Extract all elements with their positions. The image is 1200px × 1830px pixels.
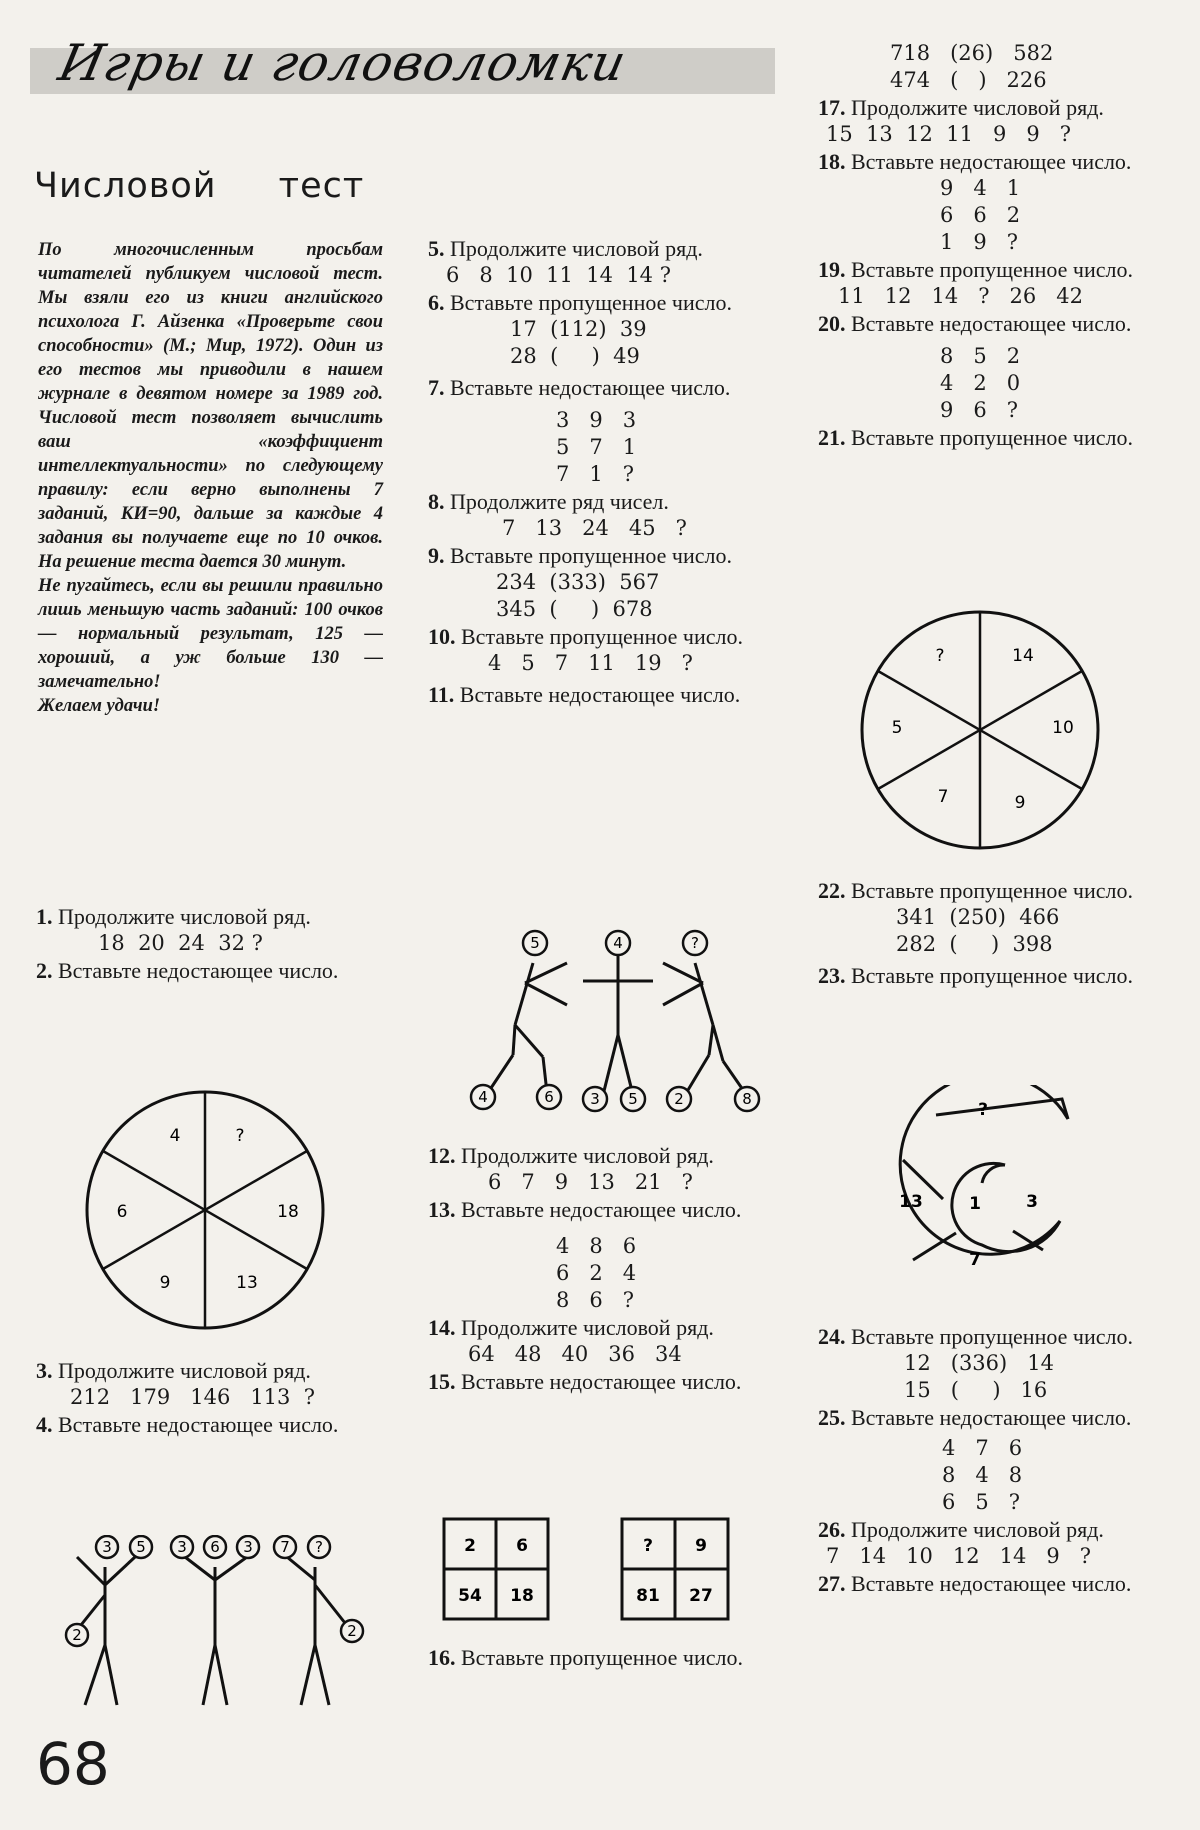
number-row: 15 ( ) 16 xyxy=(904,1378,1048,1402)
article-title: Числовой тест xyxy=(34,166,365,206)
wheel-value: 13 xyxy=(236,1273,258,1293)
figure-value: 3 xyxy=(590,1090,600,1108)
question-23 xyxy=(818,962,1164,989)
question-text: Вставьте пропущенное число. xyxy=(450,290,732,315)
question-3 xyxy=(36,1357,382,1384)
wheel-value: 7 xyxy=(937,787,949,807)
figure-value: 3 xyxy=(177,1538,187,1556)
question-number: 21. xyxy=(818,425,846,450)
question-4 xyxy=(36,1411,382,1438)
stick-figures-diagram xyxy=(55,1535,375,1715)
square-value: 9 xyxy=(695,1536,707,1556)
number-row: 6 6 2 xyxy=(940,203,1021,227)
number-row: 9 6 ? xyxy=(940,398,1019,422)
question-text: Вставьте пропущенное число. xyxy=(461,1645,743,1670)
question-number: 6. xyxy=(428,290,445,315)
number-row: 28 ( ) 49 xyxy=(510,344,640,368)
question-16 xyxy=(428,1644,774,1671)
question-26 xyxy=(818,1516,1164,1543)
figure-value: 2 xyxy=(347,1622,357,1640)
question-text: Продолжите числовой ряд. xyxy=(461,1143,714,1168)
spiral-diagram xyxy=(878,1085,1078,1295)
number-row: 345 ( ) 678 xyxy=(496,597,653,621)
square-value: 54 xyxy=(458,1586,482,1606)
wheel-value: 18 xyxy=(277,1202,299,1222)
question-text: Вставьте недостающее число. xyxy=(58,958,339,983)
spiral-value: 7 xyxy=(969,1250,981,1270)
number-row: 6 8 10 11 14 14 ? xyxy=(446,263,671,287)
wheel-value: 9 xyxy=(1014,793,1026,813)
column-1 xyxy=(36,903,382,984)
question-number: 7. xyxy=(428,375,445,400)
question-number: 27. xyxy=(818,1571,846,1596)
number-row: 7 13 24 45 ? xyxy=(502,516,687,540)
number-row: 7 14 10 12 14 9 ? xyxy=(826,1544,1092,1568)
question-number: 2. xyxy=(36,958,53,983)
column-1-lower xyxy=(36,1357,382,1438)
question-number: 15. xyxy=(428,1369,456,1394)
question-12 xyxy=(428,1142,774,1169)
question-number: 20. xyxy=(818,311,846,336)
figure-value: 5 xyxy=(628,1090,638,1108)
question-15 xyxy=(428,1368,774,1395)
squares-diagram xyxy=(440,1515,740,1625)
question-6 xyxy=(428,289,774,316)
square-value: 18 xyxy=(510,1586,534,1606)
number-row: 6 2 4 xyxy=(556,1261,637,1285)
question-text: Продолжите числовой ряд. xyxy=(58,904,311,929)
figure-value: 3 xyxy=(102,1538,112,1556)
question-number: 19. xyxy=(818,257,846,282)
spiral-value: ? xyxy=(978,1100,988,1120)
question-5 xyxy=(428,235,774,262)
column-3-lower xyxy=(818,1323,1164,1597)
wheel-value: 5 xyxy=(891,718,903,738)
question-number: 8. xyxy=(428,489,445,514)
square-value: ? xyxy=(643,1536,653,1556)
figure-value: 5 xyxy=(530,934,540,952)
square-value: 2 xyxy=(464,1536,476,1556)
figure-value: 7 xyxy=(280,1538,290,1556)
dancing-figures-diagram xyxy=(455,925,775,1115)
number-row: 4 5 7 11 19 ? xyxy=(488,651,693,675)
question-text: Вставьте недостающее число. xyxy=(851,1571,1132,1596)
question-number: 14. xyxy=(428,1315,456,1340)
square-value: 27 xyxy=(689,1586,713,1606)
number-row: 4 7 6 xyxy=(942,1436,1023,1460)
question-number: 17. xyxy=(818,95,846,120)
spiral-value: 3 xyxy=(1026,1192,1038,1212)
wheel-value: 10 xyxy=(1052,718,1074,738)
figure-value: 6 xyxy=(210,1538,220,1556)
wheel-diagram-2 xyxy=(855,605,1105,855)
question-text: Вставьте недостающее число. xyxy=(461,1369,742,1394)
number-row: 4 8 6 xyxy=(556,1234,637,1258)
number-row: 11 12 14 ? 26 42 xyxy=(838,284,1083,308)
wheel-value: 14 xyxy=(1012,646,1034,666)
wheel-value: ? xyxy=(935,646,945,666)
question-number: 11. xyxy=(428,682,455,707)
number-row: 3 9 3 xyxy=(556,408,637,432)
number-row: 6 7 9 13 21 ? xyxy=(488,1170,693,1194)
column-2-bottom xyxy=(428,1644,774,1671)
figure-value: 4 xyxy=(613,934,623,952)
number-row: 4 2 0 xyxy=(940,371,1021,395)
question-number: 22. xyxy=(818,878,846,903)
figure-value: 6 xyxy=(544,1088,554,1106)
number-row: 8 5 2 xyxy=(940,344,1021,368)
question-21 xyxy=(818,424,1164,451)
question-text: Вставьте пропущенное число. xyxy=(851,1324,1133,1349)
question-text: Вставьте недостающее число. xyxy=(851,1405,1132,1430)
question-number: 3. xyxy=(36,1358,53,1383)
question-number: 25. xyxy=(818,1405,846,1430)
question-13 xyxy=(428,1196,774,1223)
question-number: 16. xyxy=(428,1645,456,1670)
question-text: Вставьте пропущенное число. xyxy=(851,878,1133,903)
number-row: 9 4 1 xyxy=(940,176,1021,200)
question-text: Вставьте недостающее число. xyxy=(851,149,1132,174)
question-text: Вставьте недостающее число. xyxy=(851,311,1132,336)
question-9 xyxy=(428,542,774,569)
number-row: 7 1 ? xyxy=(556,462,635,486)
question-27 xyxy=(818,1570,1164,1597)
question-22 xyxy=(818,877,1164,904)
figure-value: ? xyxy=(315,1538,323,1556)
figure-value: 2 xyxy=(674,1090,684,1108)
question-25 xyxy=(818,1404,1164,1431)
number-row: 18 20 24 32 ? xyxy=(98,931,263,955)
number-row: 234 (333) 567 xyxy=(496,570,660,594)
column-3-middle xyxy=(818,877,1164,989)
question-number: 5. xyxy=(428,236,445,261)
question-number: 26. xyxy=(818,1517,846,1542)
figure-value: 2 xyxy=(72,1626,82,1644)
question-text: Вставьте недостающее число. xyxy=(58,1412,339,1437)
question-text: Продолжите числовой ряд. xyxy=(851,95,1104,120)
number-row: 282 ( ) 398 xyxy=(896,932,1053,956)
number-row: 1 9 ? xyxy=(940,230,1019,254)
question-18 xyxy=(818,148,1164,175)
question-11 xyxy=(428,681,774,708)
number-row: 8 6 ? xyxy=(556,1288,635,1312)
figure-value: 4 xyxy=(478,1088,488,1106)
question-number: 12. xyxy=(428,1143,456,1168)
question-24 xyxy=(818,1323,1164,1350)
question-text: Вставьте недостающее число. xyxy=(450,375,731,400)
question-text: Вставьте пропущенное число. xyxy=(450,543,732,568)
number-row: 5 7 1 xyxy=(556,435,637,459)
question-8 xyxy=(428,488,774,515)
wheel-value: ? xyxy=(235,1126,245,1146)
number-row: 341 (250) 466 xyxy=(896,905,1060,929)
question-1 xyxy=(36,903,382,930)
question-text: Продолжите ряд чисел. xyxy=(450,489,669,514)
question-20 xyxy=(818,310,1164,337)
question-17 xyxy=(818,94,1164,121)
figure-value: ? xyxy=(691,934,699,952)
question-text: Вставьте пропущенное число. xyxy=(851,257,1133,282)
intro-paragraph: Не пугайтесь, если вы решили правильно лишь меньшую часть заданий: 100 очков — нормальный результат, 125 — хороший, а уж больше 130 — замечательно! xyxy=(38,576,383,692)
question-text: Вставьте пропущенное число. xyxy=(461,624,743,649)
question-text: Продолжите числовой ряд. xyxy=(450,236,703,261)
question-text: Продолжите числовой ряд. xyxy=(461,1315,714,1340)
intro-text xyxy=(38,238,383,718)
number-row: 212 179 146 113 ? xyxy=(70,1385,316,1409)
question-number: 4. xyxy=(36,1412,53,1437)
number-row: 718 (26) 582 xyxy=(890,41,1054,65)
question-number: 1. xyxy=(36,904,53,929)
number-row: 12 (336) 14 xyxy=(904,1351,1054,1375)
figure-value: 5 xyxy=(136,1538,146,1556)
page-number: 68 xyxy=(36,1730,110,1798)
number-row: 474 ( ) 226 xyxy=(890,68,1047,92)
question-text: Вставьте пропущенное число. xyxy=(851,963,1133,988)
number-row: 64 48 40 36 34 xyxy=(468,1342,682,1366)
question-number: 10. xyxy=(428,624,456,649)
question-number: 24. xyxy=(818,1324,846,1349)
column-2 xyxy=(428,235,774,708)
question-14 xyxy=(428,1314,774,1341)
wheel-value: 4 xyxy=(169,1126,181,1146)
question-7 xyxy=(428,374,774,401)
spiral-value: 1 xyxy=(969,1194,981,1214)
intro-paragraph: По многочисленным просьбам читателей публикуем числовой тест. Мы взяли его из книги английского психолога Г. Айзенка «Проверьте свои способности» (М.; Мир, 1972). Один из его тестов мы приводили в нашем журнале в девятом номере за 1989 год. Числовой тест позволяет вычислить ваш «коэффициент интеллектуальности» по следующему правилу: если верно выполнены 7 заданий, КИ=90, дальше за каждые 4 задания вы получаете еще по 10 очков. На решение теста дается 30 минут. xyxy=(38,240,383,572)
question-number: 9. xyxy=(428,543,445,568)
question-text: Продолжите числовой ряд. xyxy=(58,1358,311,1383)
column-3 xyxy=(818,40,1164,451)
question-text: Вставьте недостающее число. xyxy=(459,682,741,707)
number-row: 15 13 12 11 9 9 ? xyxy=(826,122,1071,146)
question-text: Вставьте пропущенное число. xyxy=(851,425,1133,450)
wheel-value: 9 xyxy=(159,1273,171,1293)
wheel-value: 6 xyxy=(116,1202,128,1222)
figure-value: 8 xyxy=(742,1090,752,1108)
question-number: 13. xyxy=(428,1197,456,1222)
figure-value: 3 xyxy=(243,1538,253,1556)
intro-paragraph: Желаем удачи! xyxy=(38,696,161,716)
section-title-handwritten: Игры и головоломки xyxy=(53,34,632,92)
number-row: 17 (112) 39 xyxy=(510,317,647,341)
question-2 xyxy=(36,957,382,984)
question-number: 18. xyxy=(818,149,846,174)
column-2-lower xyxy=(428,1142,774,1395)
wheel-diagram xyxy=(80,1085,330,1335)
number-row: 8 4 8 xyxy=(942,1463,1023,1487)
question-19 xyxy=(818,256,1164,283)
number-row: 6 5 ? xyxy=(942,1490,1021,1514)
square-value: 6 xyxy=(516,1536,528,1556)
square-value: 81 xyxy=(636,1586,660,1606)
question-10 xyxy=(428,623,774,650)
spiral-value: 13 xyxy=(899,1192,923,1212)
question-text: Вставьте недостающее число. xyxy=(461,1197,742,1222)
question-text: Продолжите числовой ряд. xyxy=(851,1517,1104,1542)
question-number: 23. xyxy=(818,963,846,988)
